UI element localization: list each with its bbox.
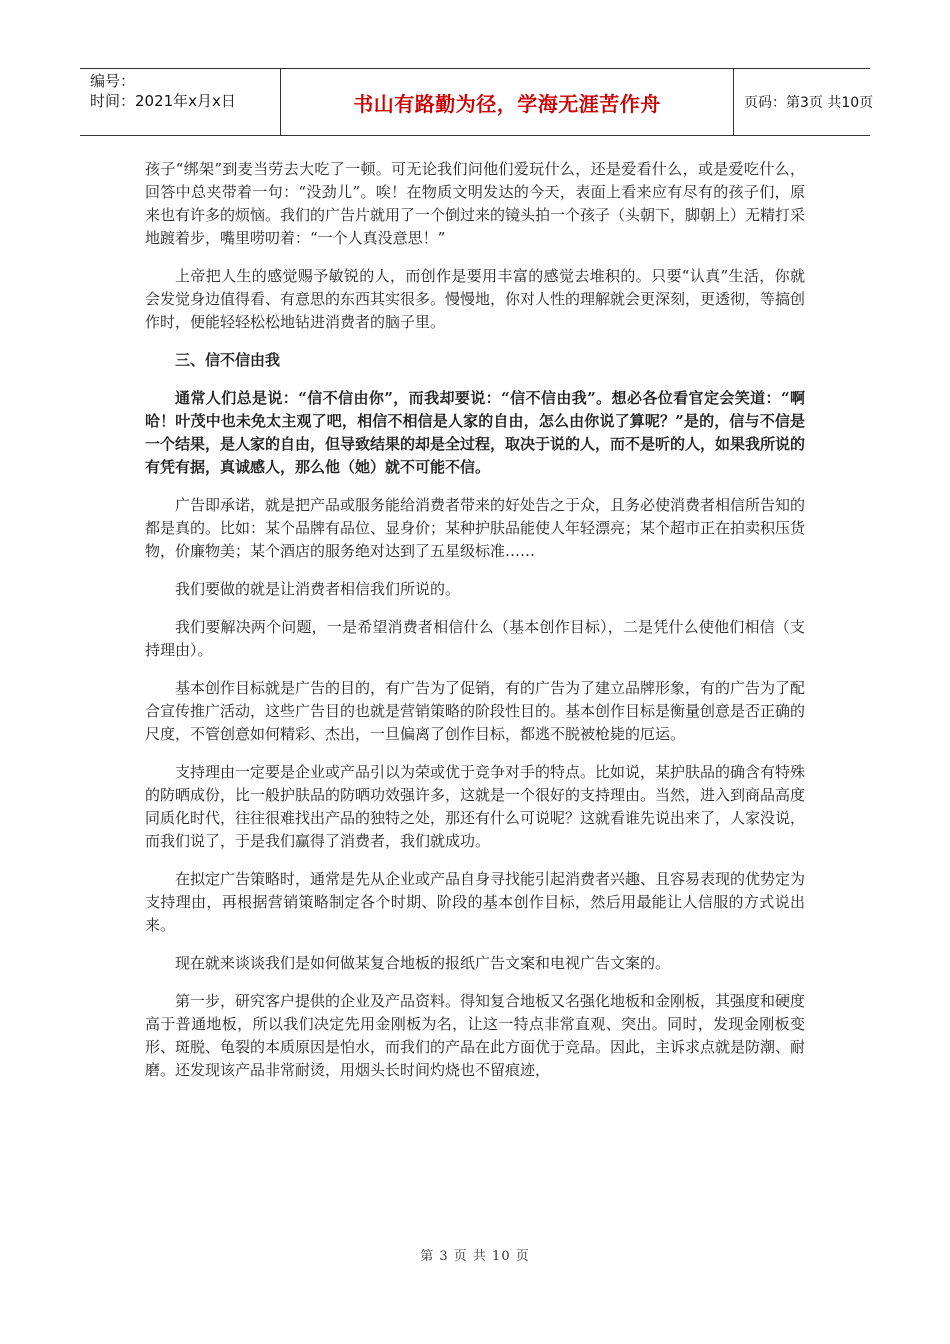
body-paragraph: 在拟定广告策略时，通常是先从企业或产品自身寻找能引起消费者兴趣、且容易表现的优势定为支持理由，再根据营销策略制定各个时期、阶段的基本创作目标，然后用最能让人信服的方式说出来。	[145, 870, 806, 934]
document-time-label: 时间：2021年x月x日	[90, 92, 236, 110]
page-footer: 第 3 页 共 10 页	[420, 1249, 530, 1264]
body-paragraph: 我们要解决两个问题，一是希望消费者相信什么（基本创作目标），二是凭什么使他们相信（支持理由）。	[145, 618, 805, 659]
body-paragraph: 基本创作目标就是广告的目的，有广告为了促销，有的广告为了建立品牌形象，有的广告为了配合宣传推广活动，这些广告目的也就是营销策略的阶段性目的。基本创作目标是衡量创意是否正确的尺度，不管创意如何精彩、杰出，一旦偏离了创作目标，都逃不脱被枪毙的厄运。	[145, 679, 806, 743]
emphasis-paragraph: 通常人们总是说：“信不信由你”，而我却要说：“信不信由我”。想必各位看官定会笑道：“啊哈！叶茂中也未免太主观了吧，相信不相信是人家的自由，怎么由你说了算呢？”是的，信与不信是一个结果，是人家的自由，但导致结果的却是全过程，取决于说的人，而不是听的人，如果我所说的有凭有据，真诚感人，那么他（她）就不可能不信。	[145, 389, 806, 476]
body-paragraph: 支持理由一定要是企业或产品引以为荣或优于竞争对手的特点。比如说，某护肤品的确含有特殊的防晒成份，比一般护肤品的防晒功效强许多，这就是一个很好的支持理由。当然，进入到商品高度同质化时代，往往很难找出产品的独特之处，那还有什么可说呢？这就看谁先说出来了，人家没说，而我们说了，于是我们赢得了消费者，我们就成功。	[145, 763, 806, 850]
document-number-label: 编号：	[90, 72, 136, 90]
body-paragraph: 我们要做的就是让消费者相信我们所说的。	[175, 580, 461, 598]
body-paragraph: 上帝把人生的感觉赐予敏锐的人，而创作是要用丰富的感觉去堆积的。只要“认真”生活，你就会发觉身边值得看、有意思的东西其实很多。慢慢地，你对人性的理解就会更深刻，更透彻，等搞创作时，便能轻轻松松地钻进消费者的脑子里。	[145, 267, 806, 331]
header-info-cell	[80, 69, 281, 135]
document-body	[145, 158, 805, 1097]
body-paragraph: 第一步，研究客户提供的企业及产品资料。得知复合地板又名强化地板和金刚板，其强度和硬度高于普通地板，所以我们决定先用金刚板为名，让这一特点非常直观、突出。同时，发现金刚板变形、斑脱、龟裂的本质原因是怕水，而我们的产品在此方面优于竞品。因此，主诉求点就是防潮、耐磨。还发现该产品非常耐烫，用烟头长时间灼烧也不留痕迹，	[145, 992, 806, 1079]
body-paragraph: 孩子“绑架”到麦当劳去大吃了一顿。可无论我们问他们爱玩什么，还是爱看什么，或是爱吃什么，回答中总夹带着一句：“没劲儿”。唉！在物质文明发达的今天，表面上看来应有尽有的孩子们，原来也有许多的烦恼。我们的广告片就用了一个倒过来的镜头拍一个孩子（头朝下，脚朝上）无精打采地踱着步，嘴里唠叨着：“一个人真没意思！”	[145, 160, 806, 247]
section-heading: 三、信不信由我	[175, 351, 281, 369]
header-page-label: 页码：第3页 共10页	[744, 95, 874, 111]
page-header	[80, 68, 874, 136]
body-paragraph: 现在就来谈谈我们是如何做某复合地板的报纸广告文案和电视广告文案的。	[175, 954, 671, 972]
header-motto: 书山有路勤为径，学海无涯苦作舟	[281, 69, 734, 135]
body-paragraph: 广告即承诺，就是把产品或服务能给消费者带来的好处告之于众，且务必使消费者相信所告知的都是真的。比如：某个品牌有品位、显身价；某种护肤品能使人年轻漂亮；某个超市正在拍卖积压货物，价廉物美；某个酒店的服务绝对达到了五星级标准……	[145, 496, 806, 560]
